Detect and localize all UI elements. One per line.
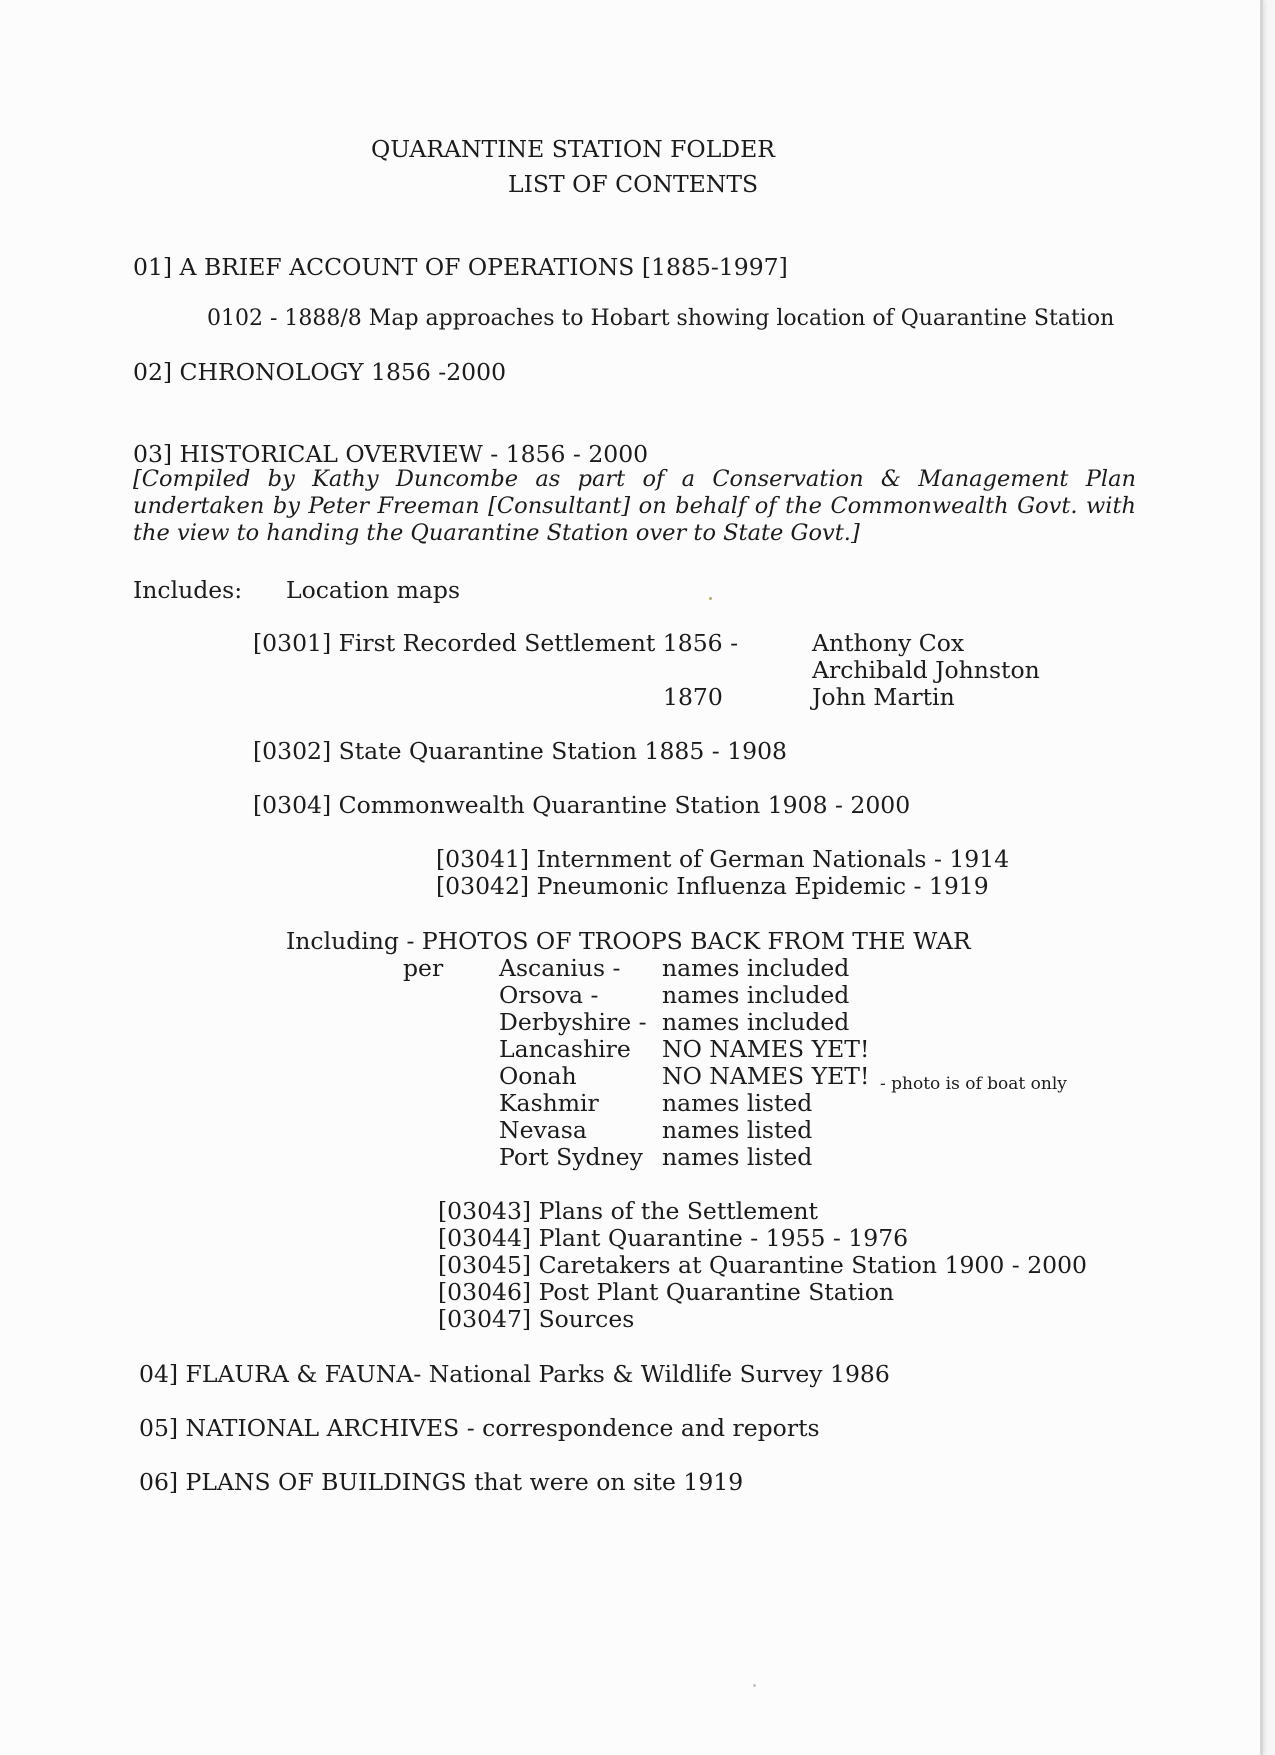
section-05-heading: 05] NATIONAL ARCHIVES - correspondence and reports: [139, 1414, 820, 1442]
ship-status-list: [662, 955, 869, 1171]
item-03043: [03043] Plans of the Settlement: [438, 1197, 818, 1225]
scan-speck: [709, 597, 712, 600]
scan-speck: [753, 1684, 756, 1687]
per-label: per: [403, 954, 444, 982]
item-03042: [03042] Pneumonic Influenza Epidemic - 1919: [436, 872, 989, 900]
item-03041: [03041] Internment of German Nationals - 1914: [436, 845, 1010, 873]
section-01-heading: 01] A BRIEF ACCOUNT OF OPERATIONS [1885-1997]: [133, 253, 788, 281]
section-04-heading: 04] FLAURA & FAUNA- National Parks & Wildlife Survey 1986: [139, 1360, 890, 1388]
section-06-heading: 06] PLANS OF BUILDINGS that were on site 1919: [139, 1468, 744, 1496]
ship-name: Lancashire: [499, 1035, 631, 1063]
includes-label: Includes:: [133, 576, 243, 604]
item-03044: [03044] Plant Quarantine - 1955 - 1976: [438, 1224, 909, 1252]
includes-value: Location maps: [286, 576, 461, 604]
item-0301-end-year: 1870: [663, 683, 723, 711]
settler-name: Archibald Johnston: [812, 656, 1040, 684]
item-0301: [0301] First Recorded Settlement 1856 -: [253, 629, 739, 657]
section-03-note: [Compiled by Kathy Duncombe as part of a Conservation & Management Plan undertaken by Peter Freeman [Consultant] on behalf of the Commonwealth Govt. with the view to handing the Quarantine Station over to State Govt.]: [133, 466, 1136, 546]
ship-status: NO NAMES YET!: [662, 1035, 870, 1063]
folder-title: QUARANTINE STATION FOLDER: [371, 135, 775, 163]
settler-name: Anthony Cox: [812, 629, 965, 657]
item-03047: [03047] Sources: [438, 1305, 635, 1333]
ship-status: names listed: [662, 1143, 813, 1171]
oonah-note: - photo is of boat only: [880, 1074, 1067, 1094]
item-03045: [03045] Caretakers at Quarantine Station 1900 - 2000: [438, 1251, 1088, 1279]
ship-name: Oonah: [499, 1062, 577, 1090]
ship-name: Ascanius -: [499, 954, 621, 982]
ship-name: Port Sydney: [499, 1143, 643, 1171]
section-03-heading: 03] HISTORICAL OVERVIEW - 1856 - 2000: [133, 440, 649, 468]
ship-name: Kashmir: [499, 1089, 599, 1117]
section-0102-item: 0102 - 1888/8 Map approaches to Hobart showing location of Quarantine Station: [207, 306, 1115, 331]
ship-name: Derbyshire -: [499, 1008, 647, 1036]
ship-status: names listed: [662, 1089, 813, 1117]
ship-list: [499, 955, 647, 1171]
ship-name: Orsova -: [499, 981, 599, 1009]
settler-name: John Martin: [812, 683, 955, 711]
including-photos-line: Including - PHOTOS OF TROOPS BACK FROM THE WAR: [286, 927, 971, 955]
ship-status: names listed: [662, 1116, 813, 1144]
ship-status: names included: [662, 954, 850, 982]
item-0302: [0302] State Quarantine Station 1885 - 1908: [253, 737, 788, 765]
ship-status: NO NAMES YET!: [662, 1062, 870, 1090]
ship-status: names included: [662, 981, 850, 1009]
item-0304: [0304] Commonwealth Quarantine Station 1908 - 2000: [253, 791, 911, 819]
ship-status: names included: [662, 1008, 850, 1036]
item-03046: [03046] Post Plant Quarantine Station: [438, 1278, 894, 1306]
contents-subtitle: LIST OF CONTENTS: [508, 170, 759, 198]
ship-name: Nevasa: [499, 1116, 587, 1144]
section-02-heading: 02] CHRONOLOGY 1856 -2000: [133, 358, 507, 386]
